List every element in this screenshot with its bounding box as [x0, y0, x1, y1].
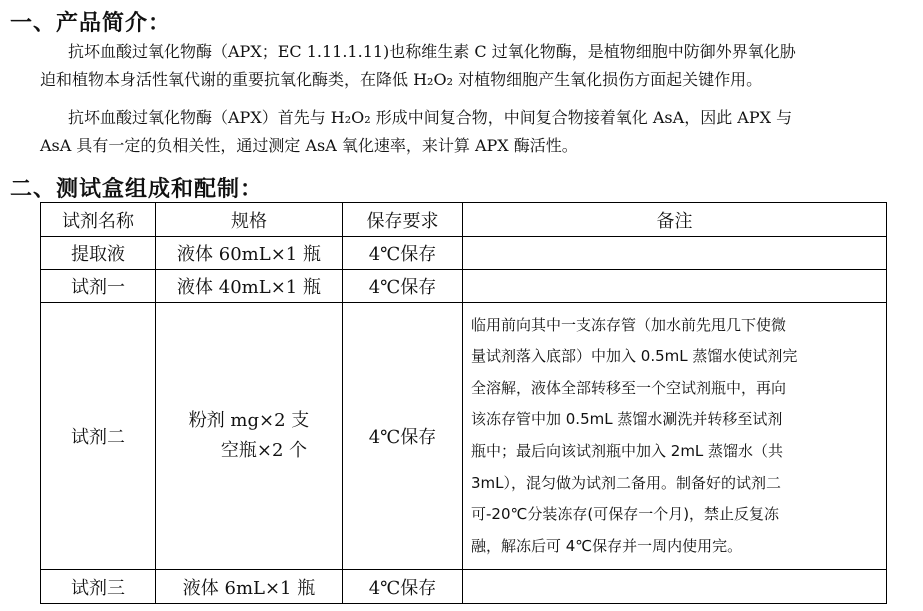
- note-line: 可-20℃分装冻存(可保存一个月)，禁止反复冻: [471, 505, 780, 524]
- table-row: [41, 237, 887, 270]
- cell-name: 提取液: [41, 237, 156, 270]
- header-spec: 规格: [156, 203, 343, 237]
- section-heading-kit: 二、测试盒组成和配制：: [10, 177, 264, 202]
- header-note: 备注: [463, 203, 887, 237]
- spec-line: 空瓶×2 个: [220, 440, 308, 461]
- note-line: 临用前向其中一支冻存管（加水前先甩几下使微: [471, 315, 787, 334]
- cell-storage: 4℃保存: [343, 570, 463, 604]
- cell-name: 试剂二: [41, 303, 156, 570]
- paragraph-line: 抗坏血酸过氧化物酶（APX）首先与 H₂O₂ 形成中间复合物，中间复合物接着氧化 AsA，因此 APX 与: [68, 108, 793, 127]
- cell-storage: 4℃保存: [343, 237, 463, 270]
- cell-storage: 4℃保存: [343, 303, 463, 570]
- cell-note: [463, 237, 887, 270]
- note-line: 量试剂落入底部）中加入 0.5mL 蒸馏水使试剂完: [471, 347, 798, 366]
- table-row: [41, 303, 887, 570]
- header-reagent-name: 试剂名称: [41, 203, 156, 237]
- note-line: 融，解冻后可 4℃保存并一周内使用完。: [471, 536, 743, 555]
- intro-paragraph-1: [40, 38, 916, 94]
- paragraph-line: 抗坏血酸过氧化物酶（APX；EC 1.11.1.11)也称维生素 C 过氧化物酶，是植物细胞中防御外界氧化胁: [68, 42, 796, 61]
- intro-paragraph-2: [40, 104, 916, 160]
- cell-storage: 4℃保存: [343, 270, 463, 303]
- note-line: 3mL），混匀做为试剂二备用。制备好的试剂二: [471, 473, 782, 492]
- cell-name: 试剂三: [41, 570, 156, 604]
- cell-note: [463, 570, 887, 604]
- spec-line: 粉剂 mg×2 支: [188, 410, 310, 431]
- cell-spec: 液体 60mL×1 瓶: [156, 237, 343, 270]
- cell-spec: 液体 6mL×1 瓶: [156, 570, 343, 604]
- cell-name: 试剂一: [41, 270, 156, 303]
- note-line: 瓶中；最后向该试剂瓶中加入 2mL 蒸馏水（共: [471, 442, 784, 460]
- section-heading-intro: 一、产品简介：: [10, 11, 172, 36]
- note-line: 全溶解，液体全部转移至一个空试剂瓶中，再向: [471, 378, 787, 397]
- cell-spec: [156, 303, 343, 570]
- cell-note: [463, 303, 887, 570]
- table-row: [41, 570, 887, 604]
- header-storage: 保存要求: [343, 203, 463, 237]
- cell-spec: 液体 40mL×1 瓶: [156, 270, 343, 303]
- table-header-row: [41, 203, 887, 237]
- paragraph-line: AsA 具有一定的负相关性，通过测定 AsA 氧化速率，来计算 APX 酶活性。: [40, 136, 578, 155]
- cell-note: [463, 270, 887, 303]
- paragraph-line: 迫和植物本身活性氧代谢的重要抗氧化酶类，在降低 H₂O₂ 对植物细胞产生氧化损伤方面起关键作用。: [40, 70, 763, 89]
- reagent-table: [40, 202, 887, 604]
- table-row: [41, 270, 887, 303]
- note-line: 该冻存管中加 0.5mL 蒸馏水涮洗并转移至试剂: [471, 410, 783, 429]
